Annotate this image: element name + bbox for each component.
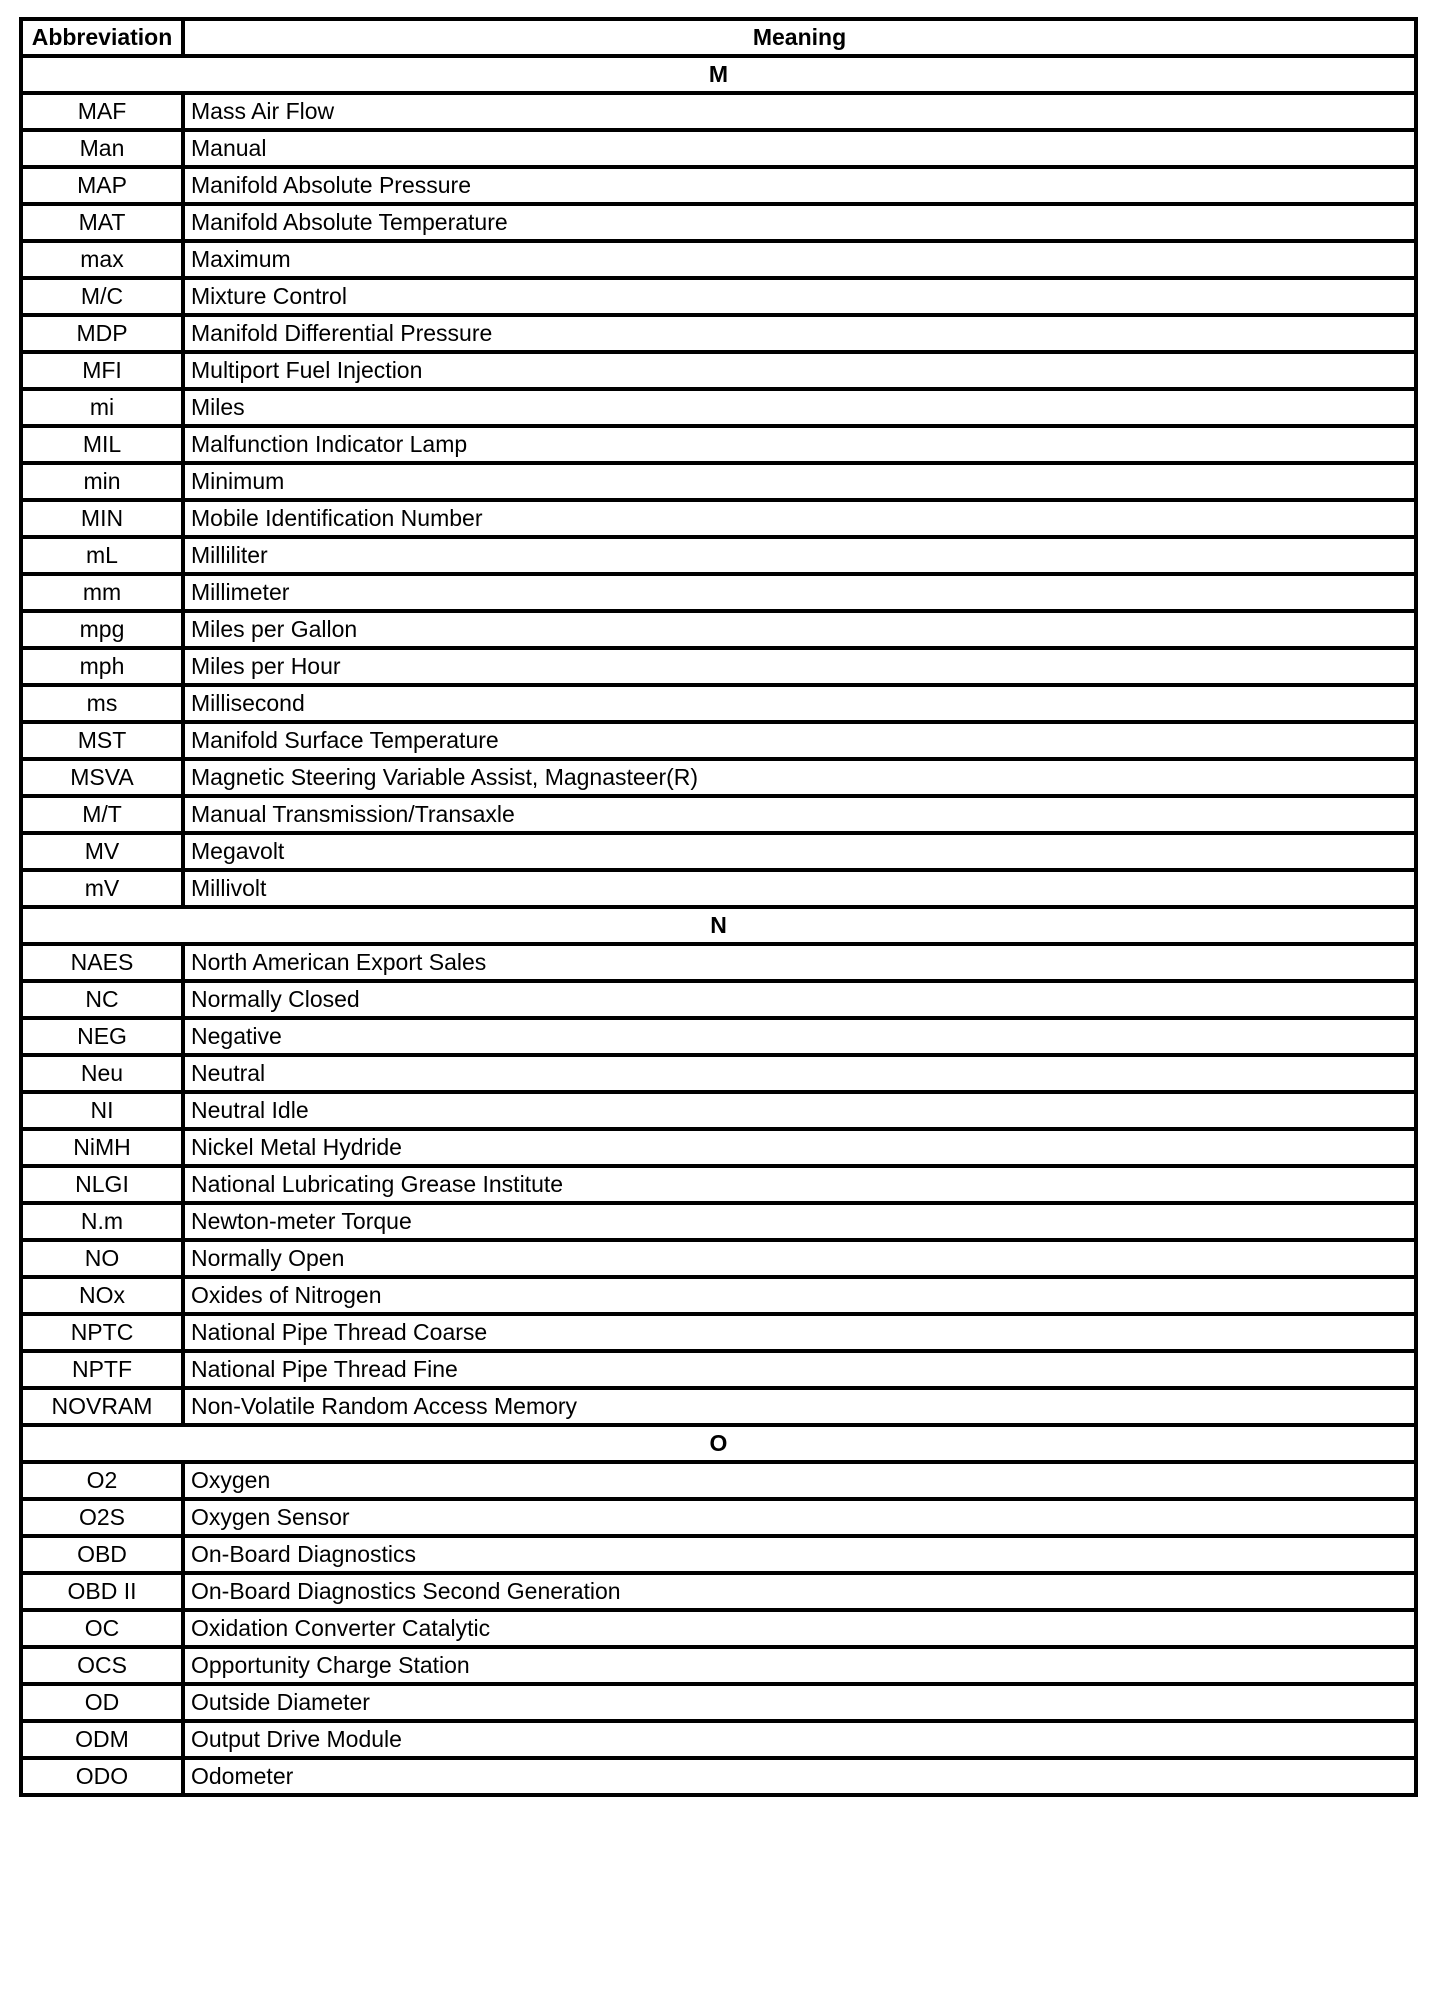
abbreviation-cell: NiMH [21, 1129, 183, 1166]
table-row [21, 722, 1416, 759]
table-row [21, 1351, 1416, 1388]
table-row [21, 1277, 1416, 1314]
table-row [21, 463, 1416, 500]
table-row [21, 1610, 1416, 1647]
meaning-cell: Multiport Fuel Injection [183, 352, 1416, 389]
abbreviation-cell: Man [21, 130, 183, 167]
meaning-cell: Negative [183, 1018, 1416, 1055]
table-row [21, 1018, 1416, 1055]
table-row [21, 1092, 1416, 1129]
table-row [21, 796, 1416, 833]
meaning-cell: Mixture Control [183, 278, 1416, 315]
meaning-cell: Neutral [183, 1055, 1416, 1092]
abbreviations-table [19, 17, 1418, 1797]
meaning-cell: Mass Air Flow [183, 93, 1416, 130]
table-row [21, 833, 1416, 870]
meaning-cell: Miles [183, 389, 1416, 426]
meaning-cell: Manual [183, 130, 1416, 167]
abbreviation-cell: MIN [21, 500, 183, 537]
abbreviation-cell: MV [21, 833, 183, 870]
table-row [21, 1166, 1416, 1203]
abbreviation-cell: mV [21, 870, 183, 907]
abbreviation-cell: M/C [21, 278, 183, 315]
meaning-cell: Millisecond [183, 685, 1416, 722]
table-row [21, 1203, 1416, 1240]
table-row [21, 1314, 1416, 1351]
meaning-cell: Mobile Identification Number [183, 500, 1416, 537]
abbreviation-cell: ODM [21, 1721, 183, 1758]
table-row [21, 611, 1416, 648]
abbreviation-cell: min [21, 463, 183, 500]
abbreviation-cell: MSVA [21, 759, 183, 796]
table-row [21, 1499, 1416, 1536]
section-header-row [21, 1425, 1416, 1462]
table-row [21, 278, 1416, 315]
table-row [21, 241, 1416, 278]
abbreviation-cell: NPTF [21, 1351, 183, 1388]
table-row [21, 648, 1416, 685]
table-row [21, 1055, 1416, 1092]
meaning-cell: Manual Transmission/Transaxle [183, 796, 1416, 833]
abbreviation-cell: MAP [21, 167, 183, 204]
meaning-cell: Miles per Hour [183, 648, 1416, 685]
table-row [21, 1573, 1416, 1610]
section-letter: N [21, 907, 1416, 944]
table-row [21, 1758, 1416, 1795]
abbreviation-cell: mi [21, 389, 183, 426]
section-letter: O [21, 1425, 1416, 1462]
meaning-cell: Millimeter [183, 574, 1416, 611]
abbreviation-cell: OCS [21, 1647, 183, 1684]
abbreviation-cell: OD [21, 1684, 183, 1721]
meaning-cell: National Lubricating Grease Institute [183, 1166, 1416, 1203]
abbreviation-cell: NEG [21, 1018, 183, 1055]
meaning-cell: Oxygen [183, 1462, 1416, 1499]
table-row [21, 537, 1416, 574]
meaning-cell: Magnetic Steering Variable Assist, Magnasteer(R) [183, 759, 1416, 796]
meaning-cell: Neutral Idle [183, 1092, 1416, 1129]
meaning-column-header: Meaning [183, 19, 1416, 56]
table-row [21, 944, 1416, 981]
section-letter: M [21, 56, 1416, 93]
table-row [21, 1129, 1416, 1166]
table-row [21, 1462, 1416, 1499]
abbreviation-cell: NPTC [21, 1314, 183, 1351]
abbreviation-cell: OBD II [21, 1573, 183, 1610]
abbreviation-cell: NLGI [21, 1166, 183, 1203]
meaning-cell: Nickel Metal Hydride [183, 1129, 1416, 1166]
table-row [21, 167, 1416, 204]
abbreviation-cell: ms [21, 685, 183, 722]
meaning-cell: Minimum [183, 463, 1416, 500]
abbreviation-cell: NOVRAM [21, 1388, 183, 1425]
table-row [21, 130, 1416, 167]
meaning-cell: Outside Diameter [183, 1684, 1416, 1721]
meaning-cell: Megavolt [183, 833, 1416, 870]
meaning-cell: On-Board Diagnostics Second Generation [183, 1573, 1416, 1610]
abbreviation-cell: OBD [21, 1536, 183, 1573]
table-row [21, 93, 1416, 130]
abbreviation-cell: MIL [21, 426, 183, 463]
table-row [21, 204, 1416, 241]
table-body [21, 56, 1416, 1795]
meaning-cell: Manifold Surface Temperature [183, 722, 1416, 759]
meaning-cell: North American Export Sales [183, 944, 1416, 981]
table-row [21, 315, 1416, 352]
meaning-cell: Milliliter [183, 537, 1416, 574]
abbreviation-column-header: Abbreviation [21, 19, 183, 56]
table-row [21, 870, 1416, 907]
table-row [21, 1721, 1416, 1758]
meaning-cell: Output Drive Module [183, 1721, 1416, 1758]
meaning-cell: Normally Closed [183, 981, 1416, 1018]
table-row [21, 426, 1416, 463]
abbreviation-cell: ODO [21, 1758, 183, 1795]
abbreviation-cell: NO [21, 1240, 183, 1277]
meaning-cell: On-Board Diagnostics [183, 1536, 1416, 1573]
meaning-cell: Malfunction Indicator Lamp [183, 426, 1416, 463]
abbreviation-cell: O2 [21, 1462, 183, 1499]
abbreviation-cell: MST [21, 722, 183, 759]
abbreviation-cell: MFI [21, 352, 183, 389]
table-row [21, 500, 1416, 537]
header-row [21, 19, 1416, 56]
meaning-cell: Oxygen Sensor [183, 1499, 1416, 1536]
meaning-cell: Odometer [183, 1758, 1416, 1795]
table-row [21, 1240, 1416, 1277]
abbreviation-cell: M/T [21, 796, 183, 833]
abbreviation-cell: NAES [21, 944, 183, 981]
meaning-cell: Opportunity Charge Station [183, 1647, 1416, 1684]
meaning-cell: Maximum [183, 241, 1416, 278]
abbreviation-cell: NC [21, 981, 183, 1018]
table-row [21, 981, 1416, 1018]
meaning-cell: Manifold Absolute Pressure [183, 167, 1416, 204]
meaning-cell: Oxides of Nitrogen [183, 1277, 1416, 1314]
abbreviation-cell: mpg [21, 611, 183, 648]
table-row [21, 759, 1416, 796]
meaning-cell: Non-Volatile Random Access Memory [183, 1388, 1416, 1425]
abbreviation-cell: mm [21, 574, 183, 611]
abbreviation-cell: mL [21, 537, 183, 574]
meaning-cell: Manifold Absolute Temperature [183, 204, 1416, 241]
table-row [21, 1647, 1416, 1684]
table-row [21, 389, 1416, 426]
table-row [21, 1684, 1416, 1721]
abbreviation-cell: O2S [21, 1499, 183, 1536]
table-row [21, 1388, 1416, 1425]
table-row [21, 1536, 1416, 1573]
table-row [21, 352, 1416, 389]
abbreviation-cell: MAF [21, 93, 183, 130]
section-header-row [21, 56, 1416, 93]
section-header-row [21, 907, 1416, 944]
abbreviation-cell: mph [21, 648, 183, 685]
abbreviation-cell: max [21, 241, 183, 278]
abbreviation-cell: MAT [21, 204, 183, 241]
meaning-cell: Millivolt [183, 870, 1416, 907]
abbreviation-cell: NOx [21, 1277, 183, 1314]
abbreviation-cell: NI [21, 1092, 183, 1129]
abbreviation-cell: OC [21, 1610, 183, 1647]
meaning-cell: National Pipe Thread Fine [183, 1351, 1416, 1388]
meaning-cell: Miles per Gallon [183, 611, 1416, 648]
meaning-cell: Normally Open [183, 1240, 1416, 1277]
meaning-cell: Manifold Differential Pressure [183, 315, 1416, 352]
table-row [21, 574, 1416, 611]
abbreviation-cell: N.m [21, 1203, 183, 1240]
meaning-cell: Newton-meter Torque [183, 1203, 1416, 1240]
abbreviation-cell: MDP [21, 315, 183, 352]
meaning-cell: National Pipe Thread Coarse [183, 1314, 1416, 1351]
table-row [21, 685, 1416, 722]
abbreviation-cell: Neu [21, 1055, 183, 1092]
meaning-cell: Oxidation Converter Catalytic [183, 1610, 1416, 1647]
